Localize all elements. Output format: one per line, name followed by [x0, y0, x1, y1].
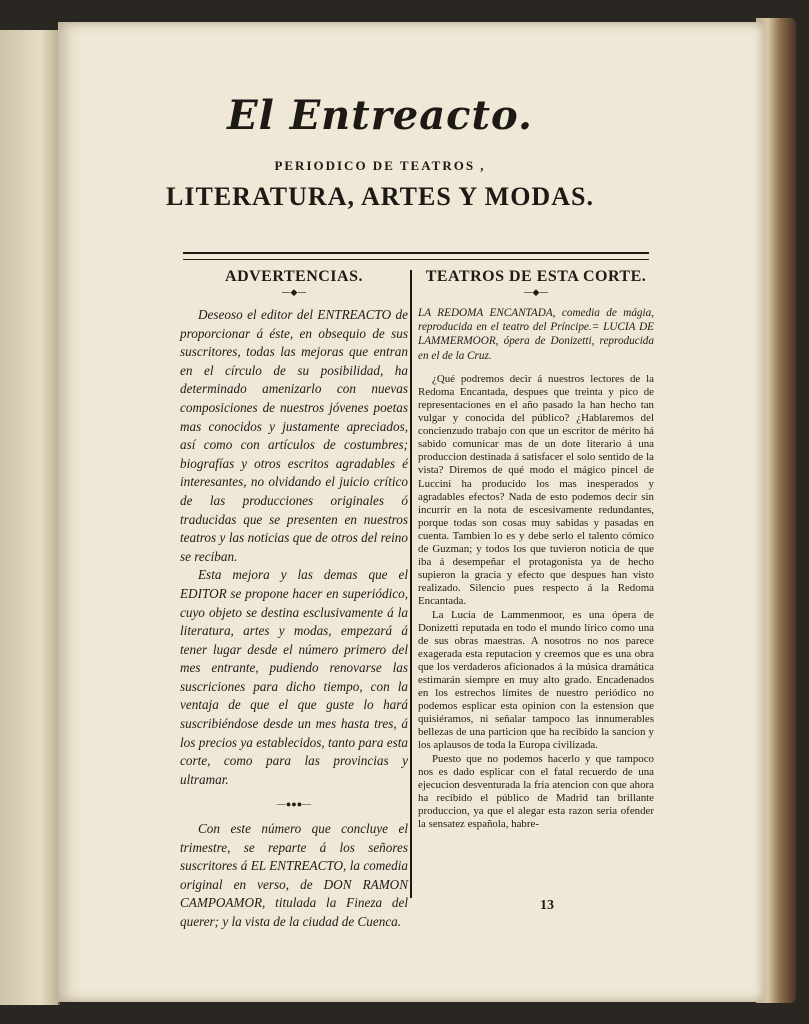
ornament: —◆— [523, 288, 549, 298]
ornament: —●●●— [276, 799, 312, 810]
advertencias-text [180, 306, 408, 932]
left-column [180, 266, 408, 932]
right-column-heading: TEATROS DE ESTA CORTE. [425, 268, 647, 285]
right-column [418, 266, 654, 831]
masthead-double-rule [183, 252, 649, 260]
masthead [100, 92, 660, 212]
left-column-heading: ADVERTENCIAS. [225, 268, 363, 285]
paragraph: ¿Qué podremos decir á nuestros lectores de la Redoma Encantada, despues que treinta y pico de representaciones en el año pasado la han hecho tan vulgar y conocida del público? ¿Hablaremos del concienzudo trabajo con que un escritor de mérito há sabido comunicar mas de un dote literario á una produccion destinada á satisfacer el solo sentido de la vista? Diremos de qué modo el mágico pincel de Luccini ha producido los mas inesperados y agradables efectos? Nada de esto podemos decir sin incurrir en la nota de escesivamente redundantes, porque todas son cosas muy sabidas y pasadas en cuenta. Tambien lo es y debe serlo el talento cómico de Guzman; y todos los que tuvieron noticia de que iba á desempeñar el protagonista ya de hecho supieron la gracia y efecto que despues han visto realizado. Silencio pues respecto á la Redoma Encantada. [418, 372, 654, 608]
paragraph: Con este número que concluye el trimestre, se reparte á los señores suscritores á EL ENTREACTO, la comedia original en verso, de DON RAMON CAMPOAMOR, titulada la Fineza del querer; y la vista de la ciudad de Cuenca. [180, 821, 408, 929]
paragraph: Deseoso el editor del ENTREACTO de proporcionar á éste, en obsequio de sus suscritores, todas las mejoras que entran en el círculo de su posibilidad, ha determinado amenizarlo con nuevas composiciones de nuestros jóvenes poetas mas conocidos y justamente apreciados, así como con artículos de costumbres; biografías y otros escritos agradables é interesantes, no olvidando el juicio crítico de las producciones originales ó traducidas que se presenten en nuestros teatros y las noticias que de otros del reino se reciban. [180, 307, 408, 564]
paragraph: Puesto que no podemos hacerlo y que tampoco nos es dado esplicar con el fatal recuerdo de una ejecucion desventurada la fria atencion con que ahora ha recibido el público de Madrid tan brillante produccion, ya que el alegar esta razon seria ofender la sensatez española, habre- [418, 752, 654, 830]
facing-page-edge [0, 30, 60, 1005]
page-number: 13 [540, 898, 554, 913]
publication-main-heading: LITERATURA, ARTES Y MODAS. [166, 182, 594, 211]
ornament: —◆— [281, 288, 307, 298]
paragraph: La Lucía de Lammenmoor, es una ópera de Donizetti reputada en todo el mundo lírico como una de sus obras maestras. A nosotros no nos parece exagerada esta reputacion y creemos que es una obra que los verdaderos aficionados á la música dramática estimarán siempre en muy alto grado. Encadenados en los estrechos límites de nuestro periódico no podemos esplicar esta opinion con la estension que quisiéramos, ni señalar tampoco las innumerables bellezas de una particion que ha recibido la sancion y los aplausos de toda la Europa civilizada. [418, 608, 654, 752]
publication-subtitle: PERIODICO DE TEATROS , [274, 158, 486, 173]
publication-title: El Entreacto. [227, 92, 533, 139]
paragraph: Esta mejora y las demas que el EDITOR se propone hacer en superiódico, cuyo objeto se destina esclusivamente á la literatura, artes y modas, empezará á tener lugar desde el número primero del mes entrante, pudiendo renovarse las suscriciones para dicho tiempo, con la ventaja de que el que guste lo hará suscribiéndose desde un mes hasta tres, á los precios ya establecidos, tanto para esta corte, como para las provincias y ultramar. [180, 567, 408, 787]
teatros-text [418, 373, 654, 831]
review-intro: LA REDOMA ENCANTADA, comedia de mágia, reproducida en el teatro del Príncipe.= LUCIA DE LAMMERMOOR, ópera de Donizetti, reproducida en el de la Cruz. [418, 307, 654, 362]
column-divider [410, 270, 412, 898]
